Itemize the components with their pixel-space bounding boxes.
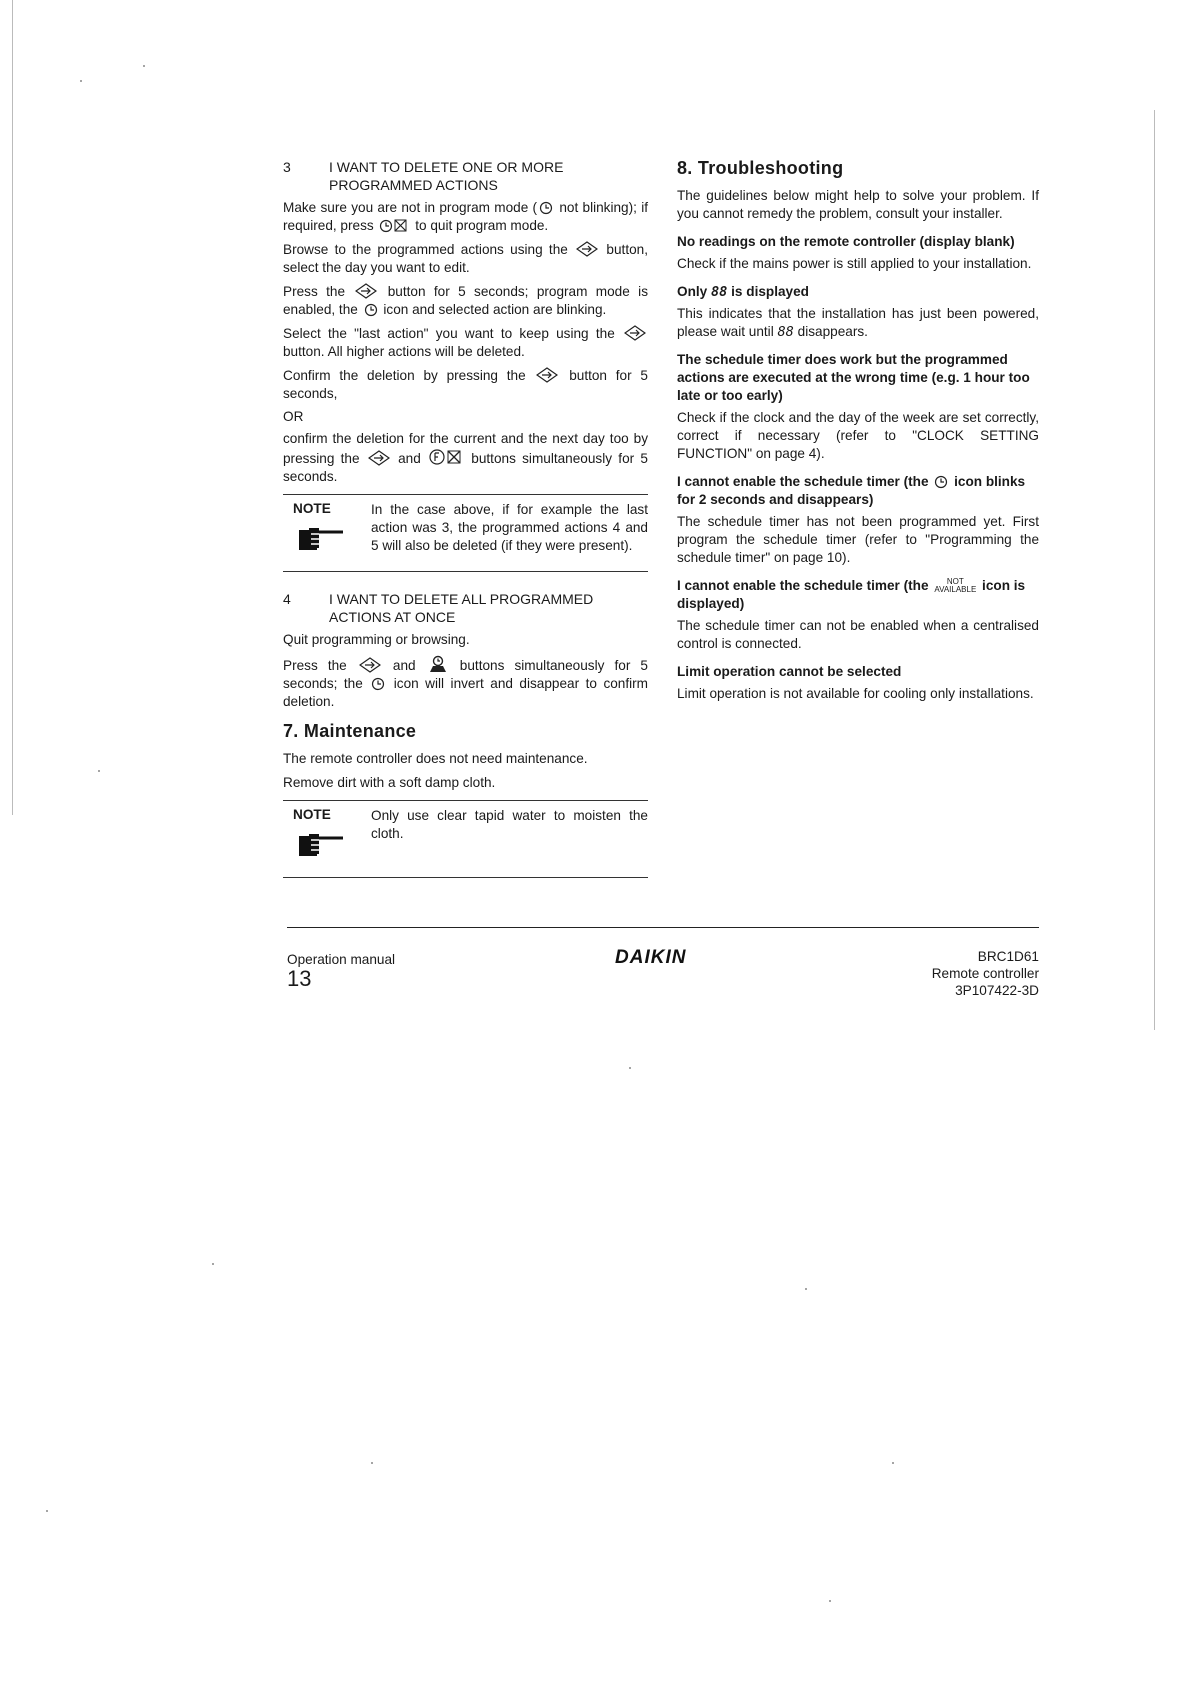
product-name: Remote controller: [931, 966, 1039, 981]
note-label: NOTE: [293, 501, 331, 516]
scan-speck: [143, 65, 145, 67]
pointing-hand-icon: [297, 522, 345, 552]
section-3-heading: [283, 158, 648, 194]
footer-left: [287, 952, 395, 991]
scan-speck: [46, 1510, 48, 1512]
clock-icon: [539, 201, 553, 215]
paragraph: Press the button for 5 seconds; program mode is enabled, the icon and selected action are blinking.: [283, 284, 648, 317]
troubleshooting-heading: 8. Troubleshooting: [677, 158, 844, 178]
left-column: [283, 158, 648, 896]
page-number: 13: [287, 966, 312, 991]
section-number: 3: [283, 159, 291, 175]
not-available-icon: NOT AVAILABLE: [934, 577, 977, 594]
note-label: NOTE: [293, 807, 331, 822]
document-type: Operation manual: [287, 952, 396, 967]
scan-speck: [892, 1462, 894, 1464]
scan-speck: [371, 1462, 373, 1464]
problem-heading: Limit operation cannot be selected: [677, 664, 902, 679]
clock-cancel-button-icon: [379, 217, 409, 233]
note-box: [283, 494, 648, 572]
scan-speck: [80, 80, 82, 82]
paragraph: confirm the deletion for the current and the next day too by pressing the and buttons simultaneously for 5 seconds.: [283, 431, 648, 484]
section-title-line: I WANT TO DELETE ONE OR MORE: [329, 159, 564, 175]
paragraph: Select the "last action" you want to keep using the button. All higher actions will be deleted.: [283, 325, 648, 361]
arrow-button-icon: [359, 657, 381, 673]
footer-rule: [287, 927, 1039, 928]
scan-speck: [212, 1263, 214, 1265]
scan-edge: [1154, 110, 1155, 1030]
clock-icon: [371, 677, 385, 691]
paragraph: This indicates that the installation has just been powered, please wait until 88 disappears.: [677, 306, 1039, 340]
arrow-button-icon: [536, 367, 558, 383]
weekly-timer-button-icon: [428, 655, 448, 673]
problem-heading: I cannot enable the schedule timer (the icon blinks for 2 seconds and disappears): [677, 474, 1026, 507]
scan-speck: [629, 1067, 631, 1069]
segment-display-icon: 88: [711, 284, 728, 300]
paragraph: Remove dirt with a soft damp cloth.: [283, 775, 496, 790]
document-code: 3P107422-3D: [955, 983, 1039, 998]
arrow-button-icon: [576, 241, 598, 257]
section-number: 4: [283, 591, 291, 607]
paragraph: Limit operation is not available for cooling only installations.: [677, 686, 1034, 701]
maintenance-heading: 7. Maintenance: [283, 721, 417, 741]
section-title-line: PROGRAMMED ACTIONS: [329, 177, 498, 193]
copy-cancel-button-icon: [429, 448, 463, 466]
paragraph: Check if the clock and the day of the week are set correctly, correct if necessary (refer to "CLOCK SETTING FUNCTION" on page 4).: [677, 410, 1039, 461]
segment-display-icon: 88: [777, 324, 794, 340]
problem-heading: No readings on the remote controller (display blank): [677, 234, 1015, 249]
paragraph: The schedule timer can not be enabled when a centralised control is connected.: [677, 618, 1039, 651]
problem-heading: Only 88 is displayed: [677, 284, 809, 300]
clock-icon: [934, 475, 948, 489]
paragraph: Confirm the deletion by pressing the button for 5 seconds,: [283, 368, 648, 401]
paragraph: The guidelines below might help to solve your problem. If you cannot remedy the problem, consult your installer.: [677, 188, 1039, 221]
arrow-button-icon: [624, 325, 646, 341]
scan-edge: [12, 0, 13, 815]
section-title-line: ACTIONS AT ONCE: [329, 609, 456, 625]
paragraph: Quit programming or browsing.: [283, 632, 470, 647]
or-separator: OR: [283, 409, 304, 424]
scan-speck: [829, 1600, 831, 1602]
paragraph: Check if the mains power is still applied to your installation.: [677, 256, 1032, 271]
paragraph: The remote controller does not need maintenance.: [283, 751, 588, 766]
paragraph: Make sure you are not in program mode ( not blinking); if required, press to quit program mode.: [283, 200, 648, 233]
section-4-heading: [283, 590, 648, 626]
problem-heading: The schedule timer does work but the programmed actions are executed at the wrong time (e.g. 1 hour too late or too early): [677, 352, 1030, 403]
paragraph: Press the and buttons simultaneously for 5 seconds; the icon will invert and disappear to confirm deletion.: [283, 655, 648, 711]
note-text: Only use clear tapid water to moisten the cloth.: [371, 808, 648, 841]
footer-right: [889, 948, 1039, 999]
scan-speck: [98, 770, 100, 772]
section-title-line: I WANT TO DELETE ALL PROGRAMMED: [329, 591, 594, 607]
arrow-button-icon: [368, 450, 390, 466]
scan-speck: [805, 1288, 807, 1290]
paragraph: The schedule timer has not been programmed yet. First program the schedule timer (refer to "Programming the schedule timer" on page 10).: [677, 514, 1039, 565]
problem-heading: I cannot enable the schedule timer (the NOT AVAILABLE icon is displayed): [677, 577, 1026, 611]
pointing-hand-icon: [297, 828, 345, 858]
note-text: In the case above, if for example the last action was 3, the programmed actions 4 and 5 will also be deleted (if they were present).: [371, 502, 648, 553]
brand-logo: DAIKIN: [615, 947, 687, 968]
note-box: [283, 800, 648, 878]
right-column: [677, 158, 1039, 709]
paragraph: Browse to the programmed actions using the button, select the day you want to edit.: [283, 242, 648, 275]
clock-icon: [364, 303, 378, 317]
arrow-button-icon: [355, 283, 377, 299]
model-number: BRC1D61: [977, 949, 1039, 964]
